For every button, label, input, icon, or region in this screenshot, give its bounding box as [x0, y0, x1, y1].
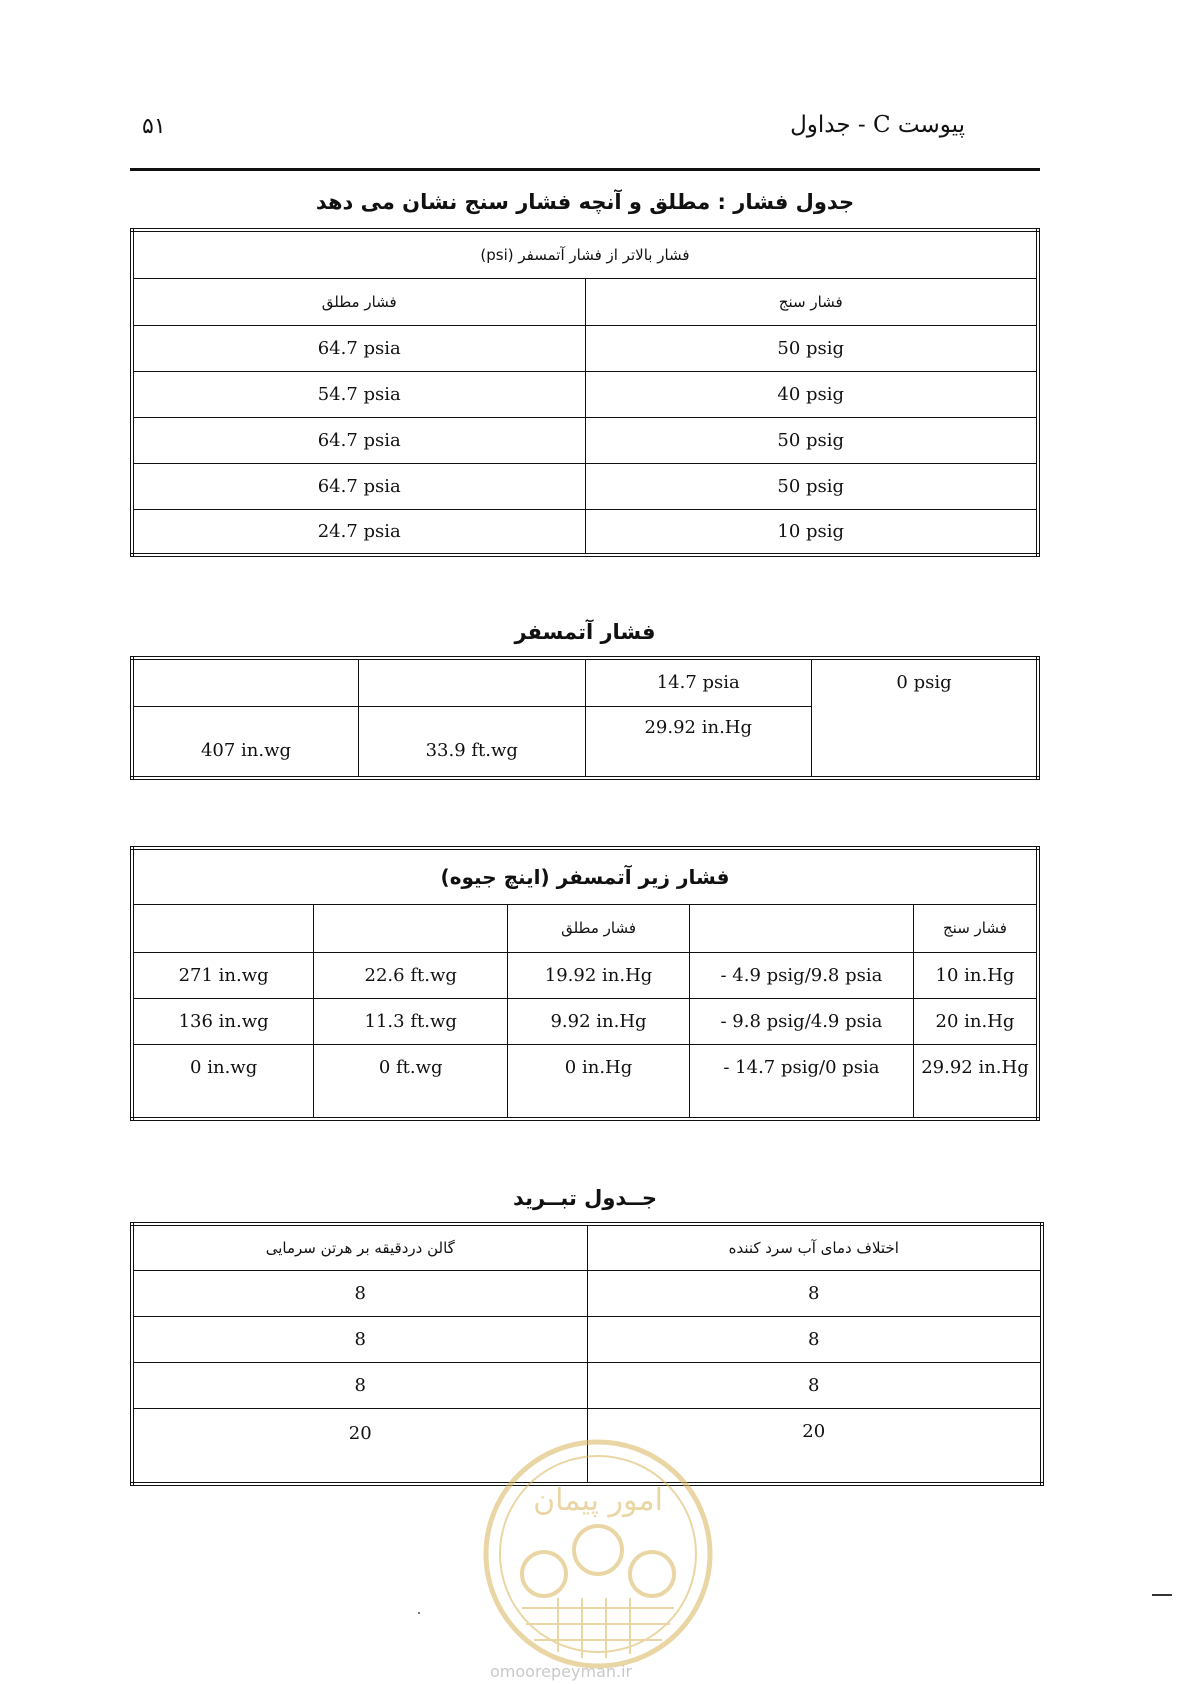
table-row [132, 1270, 1042, 1316]
table3-cell-ft-wg: 22.6 ft.wg [314, 952, 508, 998]
table3-cell-ft-wg: 11.3 ft.wg [314, 998, 508, 1044]
scan-speck [418, 1612, 420, 1614]
table-row [132, 998, 1038, 1044]
table3-cell-psig-psia: - 9.8 psig/4.9 psia [689, 998, 913, 1044]
table3-cell-gauge: 10 in.Hg [913, 952, 1038, 998]
table1-cell-absolute: 64.7 psia [132, 325, 585, 371]
table3-cell-psig-psia: - 14.7 psig/0 psia [689, 1044, 913, 1119]
table1-cell-absolute: 24.7 psia [132, 509, 585, 555]
table1-cell-gauge: 50 psig [585, 463, 1038, 509]
table4-cell-gpm: 8 [132, 1316, 587, 1362]
table3 [130, 846, 1040, 1121]
table-row [132, 417, 1038, 463]
table3-cell-ft-wg: 0 ft.wg [314, 1044, 508, 1119]
margin-mark [1152, 1594, 1172, 1596]
table2-cell-gauge: 0 psig [812, 658, 1039, 778]
table3-cell-abs-hg: 19.92 in.Hg [508, 952, 690, 998]
table1-caption: فشار بالاتر از فشار آتمسفر (psi) [132, 230, 1038, 278]
table3-title: فشار زیر آتمسفر (اینچ جیوه) [132, 848, 1038, 904]
table4-cell-temp-diff: 8 [587, 1362, 1042, 1408]
header-title: پیوست C - جداول [790, 112, 965, 138]
table3-cell-in-wg: 0 in.wg [132, 1044, 314, 1119]
table3-cell-in-wg: 136 in.wg [132, 998, 314, 1044]
table3-header-gauge: فشار سنج [913, 904, 1038, 952]
table3-cell-gauge: 29.92 in.Hg [913, 1044, 1038, 1119]
table1 [130, 228, 1040, 557]
table2-empty-cell [132, 658, 359, 706]
table4-cell-temp-diff: 8 [587, 1270, 1042, 1316]
table2-cell-psia: 14.7 psia [585, 658, 812, 706]
table1-cell-absolute: 54.7 psia [132, 371, 585, 417]
table-row [132, 1044, 1038, 1119]
table-row [132, 325, 1038, 371]
page-number: ۵۱ [142, 114, 166, 139]
table4-cell-temp-diff: 8 [587, 1316, 1042, 1362]
table-row [132, 509, 1038, 555]
table1-title: جدول فشار : مطلق و آنچه فشار سنج نشان می دهد [315, 190, 855, 214]
table1-header-gauge: فشار سنج [585, 278, 1038, 325]
table1-cell-absolute: 64.7 psia [132, 463, 585, 509]
header-rule [130, 168, 1040, 171]
table1-cell-gauge: 50 psig [585, 325, 1038, 371]
watermark-logo [482, 1438, 714, 1670]
watermark-text: امور پیمان [533, 1483, 663, 1518]
table3-empty-cell [689, 904, 913, 952]
table3-empty-cell [132, 904, 314, 952]
table-row [132, 1316, 1042, 1362]
table-row [132, 371, 1038, 417]
table2 [130, 656, 1040, 780]
table4-header-temp-diff: اختلاف دمای آب سرد کننده [587, 1224, 1042, 1270]
table2-empty-cell [359, 658, 586, 706]
table3-empty-cell [314, 904, 508, 952]
table-row [132, 1362, 1042, 1408]
table1-header-absolute: فشار مطلق [132, 278, 585, 325]
table3-cell-psig-psia: - 4.9 psig/9.8 psia [689, 952, 913, 998]
table-row [132, 463, 1038, 509]
table-row [132, 952, 1038, 998]
table3-cell-in-wg: 271 in.wg [132, 952, 314, 998]
table3-cell-abs-hg: 9.92 in.Hg [508, 998, 690, 1044]
table2-cell-ft-wg: 33.9 ft.wg [359, 706, 586, 778]
table3-header-absolute: فشار مطلق [508, 904, 690, 952]
table2-title: فشار آتمسفر [514, 620, 656, 644]
table4-cell-gpm: 20 [132, 1408, 587, 1484]
table4-cell-gpm: 8 [132, 1362, 587, 1408]
website-url: omoorepeyman.ir [490, 1662, 633, 1681]
table2-cell-in-wg: 407 in.wg [132, 706, 359, 778]
table3-cell-gauge: 20 in.Hg [913, 998, 1038, 1044]
table1-cell-gauge: 10 psig [585, 509, 1038, 555]
table3-cell-abs-hg: 0 in.Hg [508, 1044, 690, 1119]
table4-title: جــدول تبــرید [512, 1186, 658, 1210]
table1-cell-absolute: 64.7 psia [132, 417, 585, 463]
table1-cell-gauge: 50 psig [585, 417, 1038, 463]
table1-cell-gauge: 40 psig [585, 371, 1038, 417]
table2-cell-in-hg: 29.92 in.Hg [585, 706, 812, 778]
table4-header-gpm-per-ton: گالن دردقیقه بر هرتن سرمایی [132, 1224, 587, 1270]
table4-cell-temp-diff: 20 [587, 1408, 1042, 1484]
table4-cell-gpm: 8 [132, 1270, 587, 1316]
